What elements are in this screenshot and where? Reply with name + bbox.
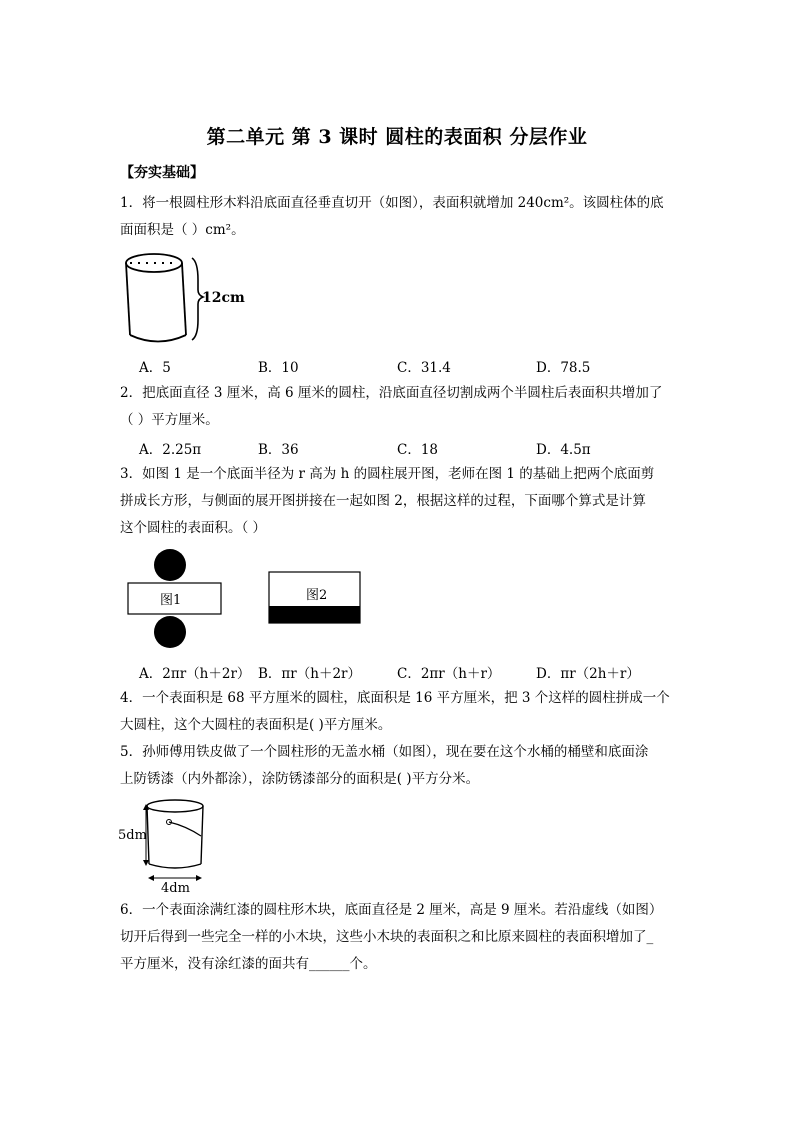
bucket-figure bbox=[116, 796, 216, 896]
section-label: 【夯实基础】 bbox=[120, 165, 204, 181]
question-line: 3．如图 1 是一个底面半径为 r 高为 h 的圆柱展开图，老师在图 1 的基础上把两个底面剪 bbox=[120, 466, 655, 482]
cylinder-bottom-arc bbox=[130, 335, 186, 342]
question-2 bbox=[120, 380, 680, 434]
cylinder-figure bbox=[118, 250, 258, 350]
fig1-label: 图1 bbox=[160, 593, 182, 608]
cylinder-left-side bbox=[126, 263, 130, 335]
question-5 bbox=[120, 739, 680, 793]
bucket-bottom bbox=[149, 864, 201, 868]
height-label: 12cm bbox=[202, 290, 245, 306]
question-line: 切开后得到一些完全一样的小木块，这些小木块的表面积之和比原来圆柱的表面积增加了_ bbox=[120, 929, 654, 945]
bucket-handle bbox=[169, 822, 201, 836]
bucket-width-label: 4dm bbox=[161, 881, 190, 896]
page-title: 第二单元 第 3 课时 圆柱的表面积 分层作业 bbox=[206, 126, 588, 148]
question-4 bbox=[120, 685, 680, 739]
option-c[interactable]: C．2πr（h＋r） bbox=[397, 666, 501, 682]
option-d[interactable]: D．πr（2h＋r） bbox=[536, 666, 640, 682]
option-b[interactable]: B．10 bbox=[258, 360, 299, 376]
question-line: 6．一个表面涂满红漆的圆柱形木块，底面直径是 2 厘米，高是 9 厘米。若沿虚线（如图） bbox=[120, 902, 663, 918]
option-d[interactable]: D．4.5π bbox=[536, 442, 591, 458]
cylinder-right-side bbox=[182, 263, 186, 335]
bucket-rim bbox=[147, 800, 203, 812]
question-line: 拼成长方形，与侧面的展开图拼接在一起如图 2，根据这样的过程，下面哪个算式是计算 bbox=[120, 493, 646, 509]
top-base-circle bbox=[154, 549, 186, 581]
option-a[interactable]: A．5 bbox=[139, 360, 171, 376]
question-3 bbox=[120, 461, 680, 542]
question-line: 4．一个表面积是 68 平方厘米的圆柱，底面积是 16 平方厘米，把 3 个这样的圆柱拼成一个 bbox=[120, 690, 670, 706]
fig2-label: 图2 bbox=[306, 588, 328, 603]
option-a[interactable]: A．2.25π bbox=[139, 442, 202, 458]
question-line: 1．将一根圆柱形木料沿底面直径垂直切开（如图），表面积就增加 240cm²。该圆柱体的底 bbox=[120, 195, 664, 211]
question-1 bbox=[120, 190, 680, 244]
option-c[interactable]: C．18 bbox=[397, 442, 439, 458]
question-line: 平方厘米，没有涂红漆的面共有______个。 bbox=[120, 956, 377, 972]
question-line: 2．把底面直径 3 厘米，高 6 厘米的圆柱，沿底面直径切割成两个半圆柱后表面积共增加了 bbox=[120, 385, 663, 401]
question-line: 上防锈漆（内外都涂），涂防锈漆部分的面积是( )平方分米。 bbox=[120, 771, 480, 787]
options-q2 bbox=[139, 438, 659, 458]
question-line: （ ）平方厘米。 bbox=[120, 412, 219, 428]
bucket-height-label: 5dm bbox=[118, 828, 147, 843]
options-q1 bbox=[139, 356, 659, 376]
fig2-black-strip bbox=[269, 606, 360, 623]
question-line: 这个圆柱的表面积。（ ） bbox=[120, 520, 267, 536]
options-q3 bbox=[139, 662, 659, 682]
option-d[interactable]: D．78.5 bbox=[536, 360, 591, 376]
question-line: 5．孙师傅用铁皮做了一个圆柱形的无盖水桶（如图），现在要在这个水桶的桶壁和底面涂 bbox=[120, 744, 649, 760]
option-b[interactable]: B．πr（h＋2r） bbox=[258, 666, 361, 682]
option-b[interactable]: B．36 bbox=[258, 442, 299, 458]
option-c[interactable]: C．31.4 bbox=[397, 360, 451, 376]
bucket-left-side bbox=[147, 806, 149, 864]
question-6 bbox=[120, 897, 680, 978]
bucket-right-side bbox=[201, 806, 203, 864]
question-line: 大圆柱，这个大圆柱的表面积是( )平方厘米。 bbox=[120, 717, 392, 733]
option-a[interactable]: A．2πr（h＋2r） bbox=[139, 666, 251, 682]
bottom-base-circle bbox=[154, 616, 186, 648]
net-figures bbox=[126, 548, 366, 654]
question-line: 面面积是（ ）cm²。 bbox=[120, 222, 245, 238]
